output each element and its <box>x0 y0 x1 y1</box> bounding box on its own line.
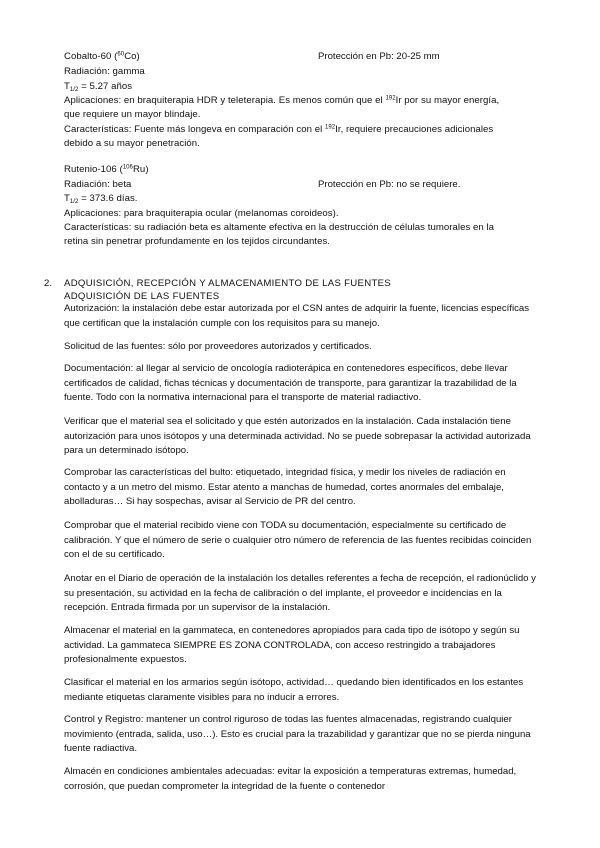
cobalt-characteristics-cont: debido a su mayor penetración. <box>64 138 200 149</box>
ruthenium-applications: Aplicaciones: para braquiterapia ocular (melanomas coroideos). <box>64 208 339 219</box>
ruthenium-shielding: Protección en Pb: no se requiere. <box>318 179 461 190</box>
paragraph-documentation: Documentación: al llegar al servicio de oncología radioterápica en contenedores específicos, debe llevar certificados de calidad, fichas técnicas y documentación de transporte, para garantizar la trazabilidad de la fuente. Todo con la normativa internacional para el transporte de material radiactivo. <box>64 363 517 404</box>
ruthenium-title: Rutenio-106 ($^{106}$Ru) <box>64 164 149 175</box>
paragraph-classification: Clasificar el material en los armarios según isótopo, actividad… quedando bien identificados en los estantes mediante etiquetas claramente visibles para no inducir a errores. <box>64 677 524 703</box>
section-number: 2. <box>44 278 53 289</box>
cobalt-shielding: Protección en Pb: 20-25 mm <box>318 51 440 62</box>
section-title: ADQUISICIÓN, RECEPCIÓN Y ALMACENAMIENTO DE LAS FUENTES <box>64 278 391 289</box>
ruthenium-characteristics-cont: retina sin penetrar profundamente en los tejidos circundantes. <box>64 236 331 247</box>
paragraph-operation-log: Anotar en el Diario de operación de la instalación los detalles referentes a fecha de recepción, el radionúclido y su presentación, su actividad en la fecha de calibración o del implante, el proveedor e incidencias en la recepción. Entrada firmada por un supervisor de la instalación. <box>64 573 536 614</box>
ruthenium-radiation: Radiación: beta <box>64 179 132 190</box>
paragraph-documentation-check: Comprobar que el material recibido viene con TODA su documentación, especialmente su certificado de calibración. Y que el número de serie o cualquier otro número de referencia de las fuentes recibidas coinciden con el de su certificado. <box>64 520 532 561</box>
paragraph-authorization: Autorización: la instalación debe estar autorizada por el CSN antes de adquirir la fuente, licencias específicas que certifican que la instalación cumple con los requisitos para su manejo. <box>64 303 530 329</box>
cobalt-title: Cobalto-60 ($^{60}$Co) <box>64 51 140 62</box>
section-subtitle: ADQUISICIÓN DE LAS FUENTES <box>64 291 220 302</box>
paragraph-verify-material: Verificar que el material sea el solicitado y que estén autorizados en la instalación. Cada instalación tiene autorización para unos isótopos y una determinada actividad. No se puede sobrepasar la actividad autorizada para un determinado isótopo. <box>64 416 531 457</box>
paragraph-control-registry: Control y Registro: mantener un control riguroso de todas las fuentes almacenadas, registrando cualquier movimiento (entrada, salida, uso…). Esto es crucial para la trazabilidad y garantizar que no se pierda ninguna fuente radiactiva. <box>64 714 531 755</box>
ruthenium-characteristics: Características: su radiación beta es altamente efectiva en la destrucción de células tumorales en la <box>64 222 495 233</box>
cobalt-applications-cont: que requiere un mayor blindaje. <box>64 109 201 120</box>
cobalt-radiation: Radiación: gamma <box>64 66 145 77</box>
paragraph-environmental-storage: Almacén en condiciones ambientales adecuadas: evitar la exposición a temperaturas extremas, humedad, corrosión, que puedan comprometer la integridad de la fuente o contenedor <box>64 766 517 792</box>
cobalt-characteristics: Características: Fuente más longeva en comparación con el $^{192}$Ir, requiere precauciones adicionales <box>64 124 494 135</box>
paragraph-source-request: Solicitud de las fuentes: sólo por proveedores autorizados y certificados. <box>64 341 372 352</box>
ruthenium-half-life: $T_{1/2} = 373.6$ días. <box>64 193 138 205</box>
paragraph-package-check: Comprobar las características del bulto: etiquetado, integridad física, y medir los niveles de radiación en contacto y a un metro del mismo. Estar atento a manchas de humedad, cortes anormales del embalaje, abolladuras… Si hay sospechas, avisar al Servicio de PR del centro. <box>64 467 506 508</box>
paragraph-storage: Almacenar el material en la gammateca, en contenedores apropiados para cada tipo de isótopo y según su actividad. La gammateca SIEMPRE ES ZONA CONTROLADA, con acceso restringido a trabajadores profesionalmente expuestos. <box>64 625 520 666</box>
cobalt-applications: Aplicaciones: en braquiterapia HDR y teleterapia. Es menos común que el $^{192}$Ir por su mayor energía, <box>64 95 500 106</box>
cobalt-half-life: $T_{1/2} = 5.27$ años <box>64 81 133 93</box>
